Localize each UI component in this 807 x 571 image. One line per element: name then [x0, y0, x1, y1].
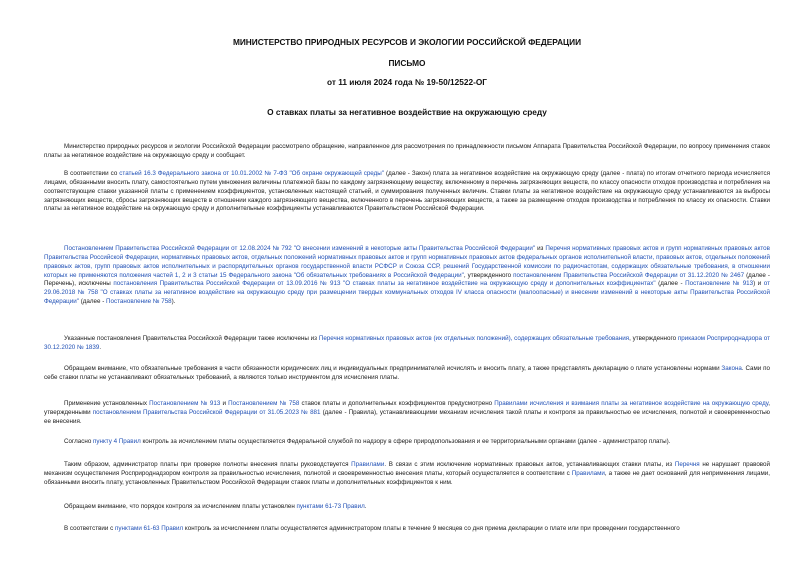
document-link[interactable]: пунктами 61-63 Правил	[114, 525, 184, 532]
paragraph-7	[44, 438, 770, 447]
paragraph-text: В соответствии со	[64, 170, 120, 177]
document-link[interactable]: постановлением Правительства Российской Федерации от 31.12.2020 № 2467	[513, 271, 745, 279]
document-link[interactable]: Правилами	[351, 461, 385, 468]
paragraph-8	[44, 461, 770, 488]
paragraph-text: (далее -	[78, 298, 107, 306]
paragraph-1	[44, 143, 770, 161]
paragraph-text: , утвержденного	[463, 271, 514, 279]
paragraph-2	[44, 170, 770, 214]
paragraph-text: из	[535, 245, 546, 252]
paragraph-text: контроль за исчислением платы осуществляется администратором платы в течение 9 месяцев со дня приема декларации о плате или при проведении государственного	[183, 525, 680, 532]
document-subject-title: О ставках платы за негативное воздействие на окружающую среду	[267, 107, 547, 117]
document-link[interactable]: Закона	[721, 365, 742, 372]
paragraph-text: Согласно	[64, 438, 94, 445]
document-link[interactable]: Постановление № 758	[106, 298, 172, 306]
paragraph-text: и	[220, 400, 229, 407]
document-link[interactable]: статьей 16.3 Федерального закона от 10.01.2002 № 7-ФЗ "Об охране окружающей среды"	[119, 170, 384, 177]
paragraph-text: (далее - Перечень), исключены	[44, 271, 771, 288]
paragraph-text: Обращаем внимание, что обязательные требования в части обязанности юридических лиц и индивидуальных предпринимателей исчислять и вносить плату, а также представлять декларацию о плате установлены нормами	[64, 365, 722, 372]
document-link[interactable]: Перечня	[674, 461, 700, 468]
paragraph-9	[44, 503, 770, 512]
paragraph-text: Применение установленных	[64, 400, 150, 407]
document-link[interactable]: Постановлением № 913	[149, 400, 221, 407]
paragraph-text: , а также не дает оснований для неприменения лицами, обязанными вносить плату, установленных Правительством Российской Федерации ставок платы и дополнительных коэффициентов к ним.	[44, 469, 770, 486]
document-link[interactable]: Правилами	[571, 469, 605, 477]
document-link[interactable]: Перечня нормативных правовых актов и групп нормативных правовых актов Правительства Российской Федерации, нормативных правовых актов, отдельных положений нормативных правовых актов и групп нормативных правовых актов федеральных органов исполнительной власти, правовых актов, отдельных положений правовых актов, групп правовых актов исполнительных и распорядительных органов государственной власти РСФСР и Союза ССР, решений Государственной комиссии по радиочастотам, содержащих обязательные требования, в отношении которых не применяются положения частей 1, 2 и 3 статьи 15 Федерального закона "Об обязательных требованиях в Российской Федерации"	[44, 245, 770, 279]
document-link[interactable]: Постановлением Правительства Российской Федерации от 12.08.2024 № 792 "О внесении изменений в некоторые акты Правительства Российской Федерации"	[64, 245, 536, 252]
document-link[interactable]: постановления Правительства Российской Федерации от 13.09.2016 № 913 "О ставках платы за негативное воздействие на окружающую среду и дополнительных коэффициентах"	[113, 280, 656, 288]
paragraph-text: ) и	[753, 280, 764, 288]
paragraph-text: ставок платы и дополнительных коэффициентов предусмотрено	[299, 400, 495, 407]
document-link[interactable]: постановлением Правительства Российской Федерации от 31.05.2023 № 881	[92, 408, 321, 416]
paragraph-text: В соответствии с	[64, 525, 115, 532]
paragraph-text: (далее - Правила), устанавливающими механизм исчисления такой платы и контроля за правильностью ее исчисления, полнотой и своевременностью ее внесения.	[44, 408, 770, 425]
paragraph-10	[44, 525, 770, 534]
paragraph-text: Указанные постановления Правительства Российской Федерации также исключены из	[64, 335, 319, 342]
document-type-heading: ПИСЬМО	[388, 58, 426, 68]
paragraph-text: , утвержденными	[44, 400, 770, 416]
paragraph-text: Обращаем внимание, что порядок контроля за исчислением платы установлен	[64, 503, 297, 510]
paragraph-text: не нарушает правовой механизм осуществления Росприроднадзором контроля за правильностью исчисления, полнотой и своевременностью внесения платы, который осуществляется в соответствии с	[44, 461, 771, 477]
document-date-number: от 11 июля 2024 года № 19-50/12522-ОГ	[326, 77, 488, 87]
document-link[interactable]: Правилами исчисления и взимания платы за негативное воздействие на окружающую среду	[494, 400, 769, 407]
paragraph-text: контроль за исчислением платы осуществляется Федеральной службой по надзору в сфере природопользования и ее территориальными органами (далее - администратор платы).	[140, 438, 671, 445]
ministry-heading: МИНИСТЕРСТВО ПРИРОДНЫХ РЕСУРСОВ И ЭКОЛОГИИ РОССИЙСКОЙ ФЕДЕРАЦИИ	[232, 37, 582, 47]
paragraph-5	[44, 365, 770, 383]
paragraph-text: (далее -	[655, 280, 686, 288]
paragraph-text: Таким образом, администратор платы при проверке полноты внесения платы руководствуется	[64, 461, 352, 468]
document-link[interactable]: пункту 4 Правил	[93, 438, 141, 445]
paragraph-6	[44, 400, 770, 427]
paragraph-4	[44, 335, 770, 353]
document-link[interactable]: Постановление № 913	[685, 280, 754, 288]
paragraph-text: (далее - Закон) плата за негативное воздействие на окружающую среду (далее - плата) по итогам отчетного периода исчисляется лицами, обязанными вносить плату, самостоятельно путем умножения величины платежной базы по каждому загрязняющему веществу, включенному в перечень загрязняющих веществ, по классу опасности отходов производства и потребления на соответствующие ставки указанной платы с применением коэффициентов, установленных настоящей статьей, и суммирования полученных величин. Ставки платы за негативное воздействие на окружающую среду устанавливаются за выбросы загрязняющих веществ, сбросы загрязняющих веществ в отношении каждого загрязняющего вещества, включенного в перечень загрязняющих веществ, а также за размещение отходов производства и потребления по классу их опасности. Ставки платы за негативное воздействие на окружающую среду и дополнительные коэффициенты устанавливаются Правительством Российской Федерации.	[44, 170, 770, 213]
paragraph-text: Министерство природных ресурсов и экологии Российской Федерации рассмотрело обращение, направленное для рассмотрения по принадлежности письмом Аппарата Правительства Российской Федерации, по вопросу применения ставок платы за негативное воздействие на окружающую среду и сообщает.	[44, 143, 770, 159]
document-link[interactable]: Перечня нормативных правовых актов (их отдельных положений), содержащих обязательные требования	[318, 335, 630, 342]
paragraph-text: ).	[171, 298, 176, 306]
paragraph-text: . Сами по себе ставки платы не устанавливают обязательных требований, а являются только инструментом для исчисления платы.	[44, 365, 770, 381]
paragraph-text: , утвержденного	[629, 335, 678, 342]
paragraph-text: .	[364, 503, 367, 510]
paragraph-text: .	[99, 343, 102, 351]
document-link[interactable]: приказом Росприроднадзора от 30.12.2020 № 1839	[44, 335, 771, 351]
document-link[interactable]: пунктами 61-73 Правил	[296, 503, 365, 510]
document-link[interactable]: от 29.06.2018 № 758 "О ставках платы за негативное воздействие на окружающую среду при размещении твердых коммунальных отходов IV класса опасности (малоопасные) и внесении изменений в некоторые акты Правительства Российской Федерации"	[44, 280, 770, 306]
paragraph-3	[44, 245, 770, 307]
document-link[interactable]: Постановлением № 758	[228, 400, 300, 407]
paragraph-text: . В связи с этим исключение нормативных правовых актов, устанавливающих ставки платы, из	[384, 461, 675, 468]
